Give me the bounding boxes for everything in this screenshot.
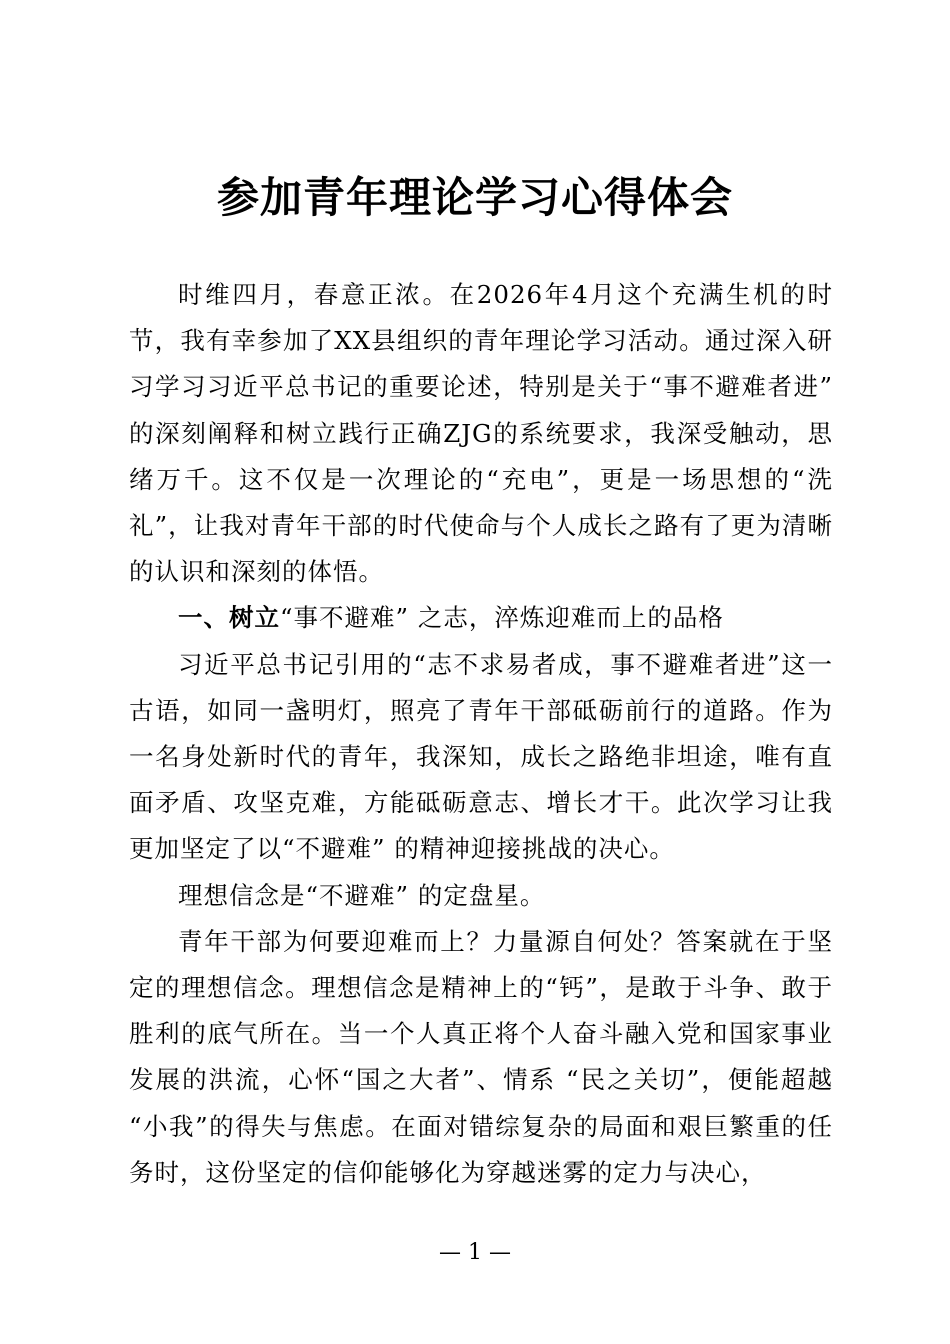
paragraph-subheading: 理想信念是“不避难” 的定盘星。 — [178, 880, 546, 910]
paragraph-intro: 时维四月，春意正浓。在2026年4月这个充满生机的时节，我有幸参加了XX县组织的青年理论学习活动。通过深入研习学习习近平总书记的重要论述，特别是关于“事不避难者进” 的深刻阐释和树立践行正确ZJG的系统要求，我深受触动，思绪万千。这不仅是一次理论的“充电”，更是一场思想的“洗礼”，让我对青年干部的时代使命与个人成长之路有了更为清晰的认识和深刻的体悟。 — [129, 280, 833, 587]
paragraph-ideals: 青年干部为何要迎难而上？力量源自何处？答案就在于坚定的理想信念。理想信念是精神上的“钙”，是敢于斗争、敢于胜利的底气所在。当一个人真正将个人奋斗融入党和国家事业发展的洪流，心怀“国之大者”、情系 “民之关切”，便能超越 “小我”的得失与焦虑。在面对错综复杂的局面和艰巨繁重的任务时，这份坚定的信仰能够化为穿越迷雾的定力与决心， — [129, 926, 833, 1187]
section-heading-1-text: “事不避难” 之志，淬炼迎难而上的品格 — [280, 603, 724, 633]
page-number: — 1 — — [439, 1240, 511, 1265]
section-heading-1 — [129, 595, 833, 641]
section-heading-1-number: 一、树立 — [178, 603, 280, 633]
document-title: 参加青年理论学习心得体会 — [216, 173, 733, 222]
document-body — [129, 272, 833, 1196]
paragraph-quote: 习近平总书记引用的“志不求易者成，事不避难者进”这一古语，如同一盏明灯，照亮了青年干部砥砺前行的道路。作为一名身处新时代的青年，我深知，成长之路绝非坦途，唯有直面矛盾、攻坚克难，方能砥砺意志、增长才干。此次学习让我更加坚定了以“不避难” 的精神迎接挑战的决心。 — [129, 649, 833, 864]
